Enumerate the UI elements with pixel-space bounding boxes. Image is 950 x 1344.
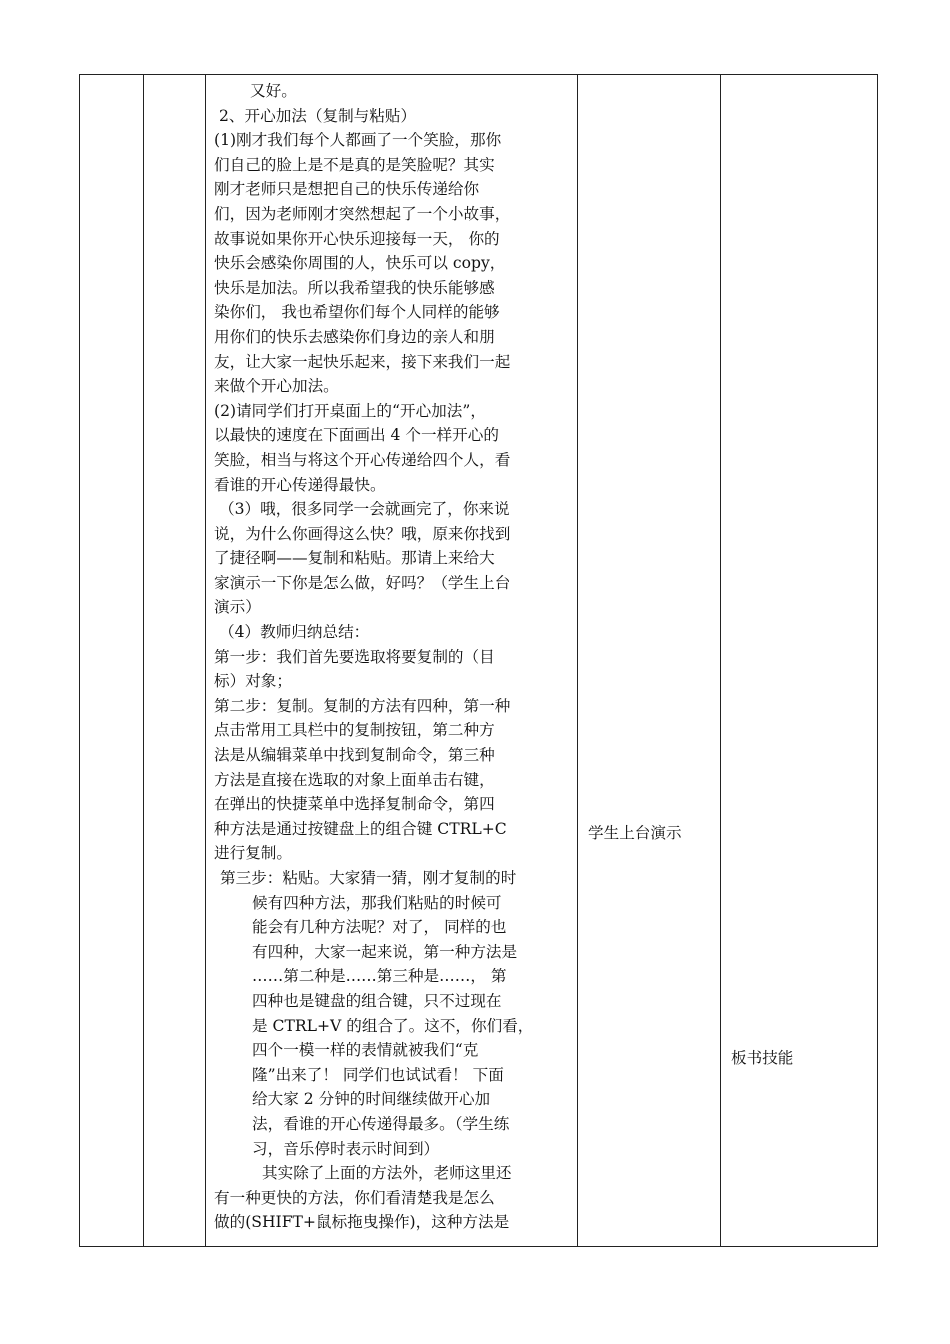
text-line: 染你们， 我也希望你们每个人同样的能够 [214, 303, 500, 322]
text-line: 们自己的脸上是不是真的是笑脸呢？其实 [214, 155, 495, 174]
text-line: 四种也是键盘的组合键，只不过现在 [252, 991, 502, 1010]
student-activity-cell [578, 75, 721, 1247]
table-cell-empty-2 [144, 75, 206, 1247]
lesson-plan-table [79, 74, 878, 1247]
text-line: 种方法是通过按键盘上的组合键 CTRL+C [214, 819, 507, 838]
text-line: (1)刚才我们每个人都画了一个笑脸，那你 [214, 131, 502, 150]
text-line: 候有四种方法，那我们粘贴的时候可 [252, 893, 502, 912]
text-line: 隆”出来了！ 同学们也试试看！ 下面 [252, 1065, 504, 1084]
text-line: 能会有几种方法呢？对了， 同样的也 [252, 918, 507, 937]
text-line: （4）教师归纳总结： [219, 623, 370, 642]
text-line: 第一步：我们首先要选取将要复制的（目 [214, 647, 495, 666]
text-line: 进行复制。 [214, 844, 292, 863]
text-line: 家演示一下你是怎么做，好吗？（学生上台 [214, 573, 511, 592]
text-line: 标）对象； [214, 672, 292, 691]
text-line: 法是从编辑菜单中找到复制命令，第三种 [214, 746, 495, 765]
section-heading: 2、开心加法（复制与粘贴） [219, 106, 417, 125]
text-line: 快乐是加法。所以我希望我的快乐能够感 [214, 278, 495, 297]
text-line: 有四种，大家一起来说，第一种方法是 [252, 942, 518, 961]
text-line: 刚才老师只是想把自己的快乐传递给你 [214, 180, 480, 199]
text-line: 给大家 2 分钟的时间继续做开心加 [252, 1090, 491, 1109]
text-line: ……第二种是……第三种是……， 第 [252, 967, 507, 986]
text-line: 习，音乐停时表示时间到） [252, 1139, 440, 1158]
skill-cell [721, 75, 878, 1247]
text-line: （3）哦，很多同学一会就画完了，你来说 [219, 500, 510, 519]
text-line: 方法是直接在选取的对象上面单击右键， [214, 770, 495, 789]
text-line: 点击常用工具栏中的复制按钮，第二种方 [214, 721, 495, 740]
text-line: 来做个开心加法。 [214, 377, 339, 396]
text-line: 看谁的开心传递得最快。 [214, 475, 386, 494]
text-line: 友，让大家一起快乐起来，接下来我们一起 [214, 352, 511, 371]
text-line: 是 CTRL+V 的组合了。这不，你们看， [252, 1016, 534, 1035]
skill-text: 板书技能 [731, 1049, 794, 1067]
text-line: 法，看谁的开心传递得最多。（学生练 [252, 1114, 510, 1133]
text-line: 四个一模一样的表情就被我们“克 [252, 1041, 479, 1060]
text-line: 了捷径啊——复制和粘贴。那请上来给大 [214, 549, 495, 568]
text-line: 演示） [214, 598, 261, 617]
text-line: 故事说如果你开心快乐迎接每一天， 你的 [214, 229, 500, 248]
text-line: 第二步：复制。复制的方法有四种，第一种 [214, 696, 511, 715]
text-line: 以最快的速度在下面画出 4 个一样开心的 [214, 426, 499, 445]
student-activity-text: 学生上台演示 [588, 824, 682, 842]
text-line: 笑脸，相当与将这个开心传递给四个人，看 [214, 450, 511, 469]
text-line: 又好。 [250, 82, 297, 100]
text-line: 做的(SHIFT+鼠标拖曳操作)，这种方法是 [214, 1213, 510, 1232]
text-line: 其实除了上面的方法外，老师这里还 [262, 1164, 512, 1183]
text-line: 第三步：粘贴。大家猜一猜，刚才复制的时 [220, 869, 517, 887]
text-line: 说，为什么你画得这么快？哦，原来你找到 [214, 524, 511, 543]
table-cell-empty-1 [80, 75, 144, 1247]
text-line: 有一种更快的方法，你们看清楚我是怎么 [214, 1188, 495, 1207]
lesson-content-cell [206, 75, 578, 1247]
text-line: 快乐会感染你周围的人，快乐可以 copy， [214, 254, 506, 273]
text-line: 在弹出的快捷菜单中选择复制命令，第四 [214, 795, 495, 814]
text-line: 们，因为老师刚才突然想起了一个小故事， [214, 204, 511, 223]
table-row [80, 75, 878, 1247]
text-line: 用你们的快乐去感染你们身边的亲人和朋 [214, 327, 495, 346]
lesson-content [206, 75, 577, 1235]
text-line: (2)请同学们打开桌面上的“开心加法”， [214, 401, 486, 420]
